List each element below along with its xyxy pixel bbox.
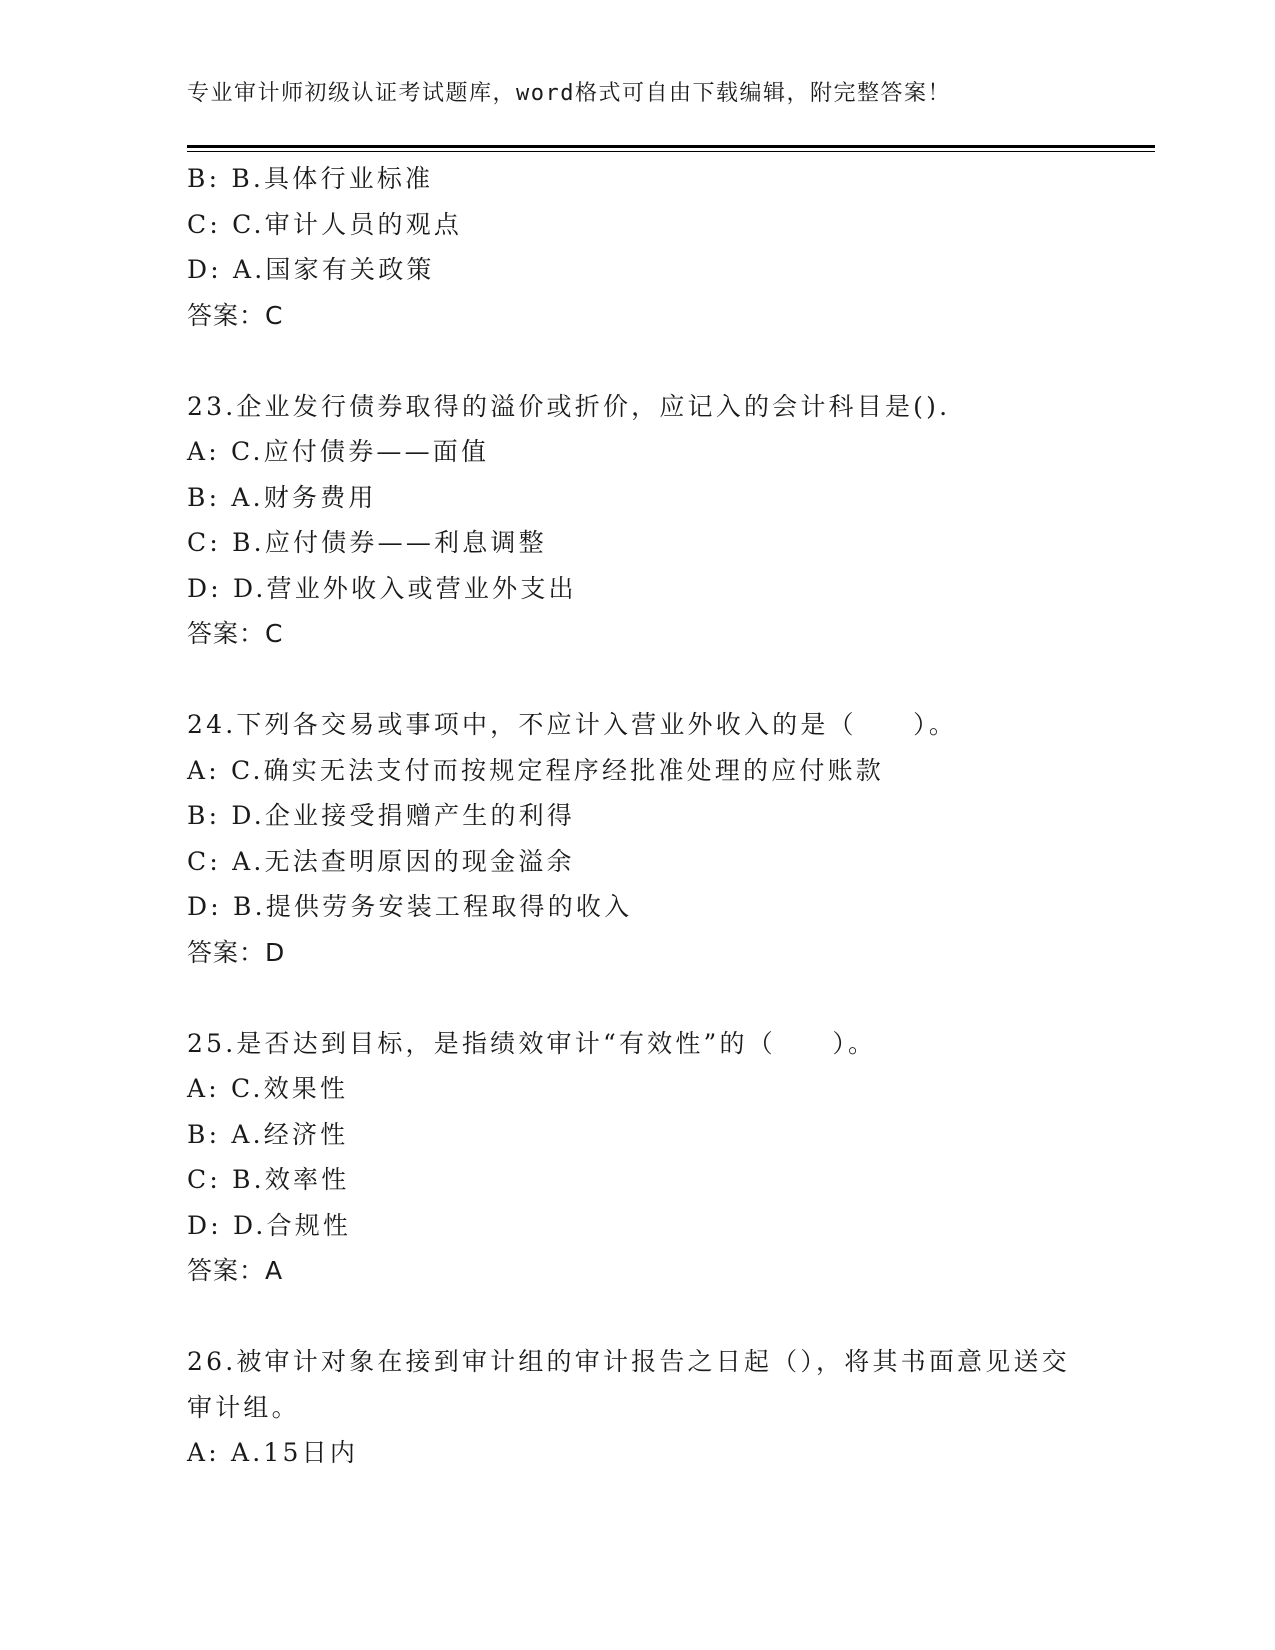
option-line: D: D.合规性 bbox=[187, 1210, 352, 1240]
option-line: C: A.无法查明原因的现金溢余 bbox=[187, 846, 575, 876]
option-line: A: C.确实无法支付而按规定程序经批准处理的应付账款 bbox=[187, 755, 885, 785]
question-text: 23.企业发行债券取得的溢价或折价，应记入的会计科目是(). bbox=[187, 391, 951, 421]
option-line: A: A.15日内 bbox=[187, 1438, 359, 1467]
option-line: D: D.营业外收入或营业外支出 bbox=[187, 573, 577, 603]
spacer bbox=[187, 1294, 1127, 1340]
option-line: B: B.具体行业标准 bbox=[187, 164, 434, 193]
option-line: B: A.经济性 bbox=[187, 1119, 349, 1149]
spacer bbox=[187, 975, 1127, 1021]
header-divider-thick bbox=[187, 145, 1155, 148]
page-header: 专业审计师初级认证考试题库，word格式可自由下载编辑，附完整答案！ bbox=[187, 81, 951, 106]
question-list bbox=[187, 156, 1127, 1476]
option-line: C: B.应付债券——利息调整 bbox=[187, 528, 547, 557]
header-divider-thin bbox=[187, 151, 1155, 152]
spacer bbox=[187, 657, 1127, 703]
option-line: A: C.效果性 bbox=[187, 1074, 349, 1103]
option-line: C: C.审计人员的观点 bbox=[187, 209, 463, 239]
question-block bbox=[187, 1339, 1127, 1476]
answer-line: 答案：C bbox=[187, 300, 284, 330]
question-block bbox=[187, 384, 1127, 657]
answer-line: 答案：A bbox=[187, 1256, 284, 1285]
spacer bbox=[187, 338, 1127, 384]
option-line: A: C.应付债券——面值 bbox=[187, 437, 490, 466]
question-block bbox=[187, 702, 1127, 975]
question-text: 25.是否达到目标，是指绩效审计“有效性”的（ ）。 bbox=[187, 1028, 877, 1058]
answer-line: 答案：C bbox=[187, 619, 284, 648]
question-block bbox=[187, 156, 1127, 338]
question-block bbox=[187, 1021, 1127, 1294]
option-line: B: D.企业接受捐赠产生的利得 bbox=[187, 801, 576, 830]
option-line: B: A.财务费用 bbox=[187, 482, 377, 512]
option-line: D: B.提供劳务安装工程取得的收入 bbox=[187, 892, 633, 921]
question-text: 26.被审计对象在接到审计组的审计报告之日起（），将其书面意见送交审计组。 bbox=[187, 1347, 1070, 1422]
option-line: C: B.效率性 bbox=[187, 1165, 350, 1194]
answer-line: 答案：D bbox=[187, 937, 286, 967]
question-text: 24.下列各交易或事项中，不应计入营业外收入的是（ ）。 bbox=[187, 710, 958, 739]
option-line: D: A.国家有关政策 bbox=[187, 255, 435, 284]
